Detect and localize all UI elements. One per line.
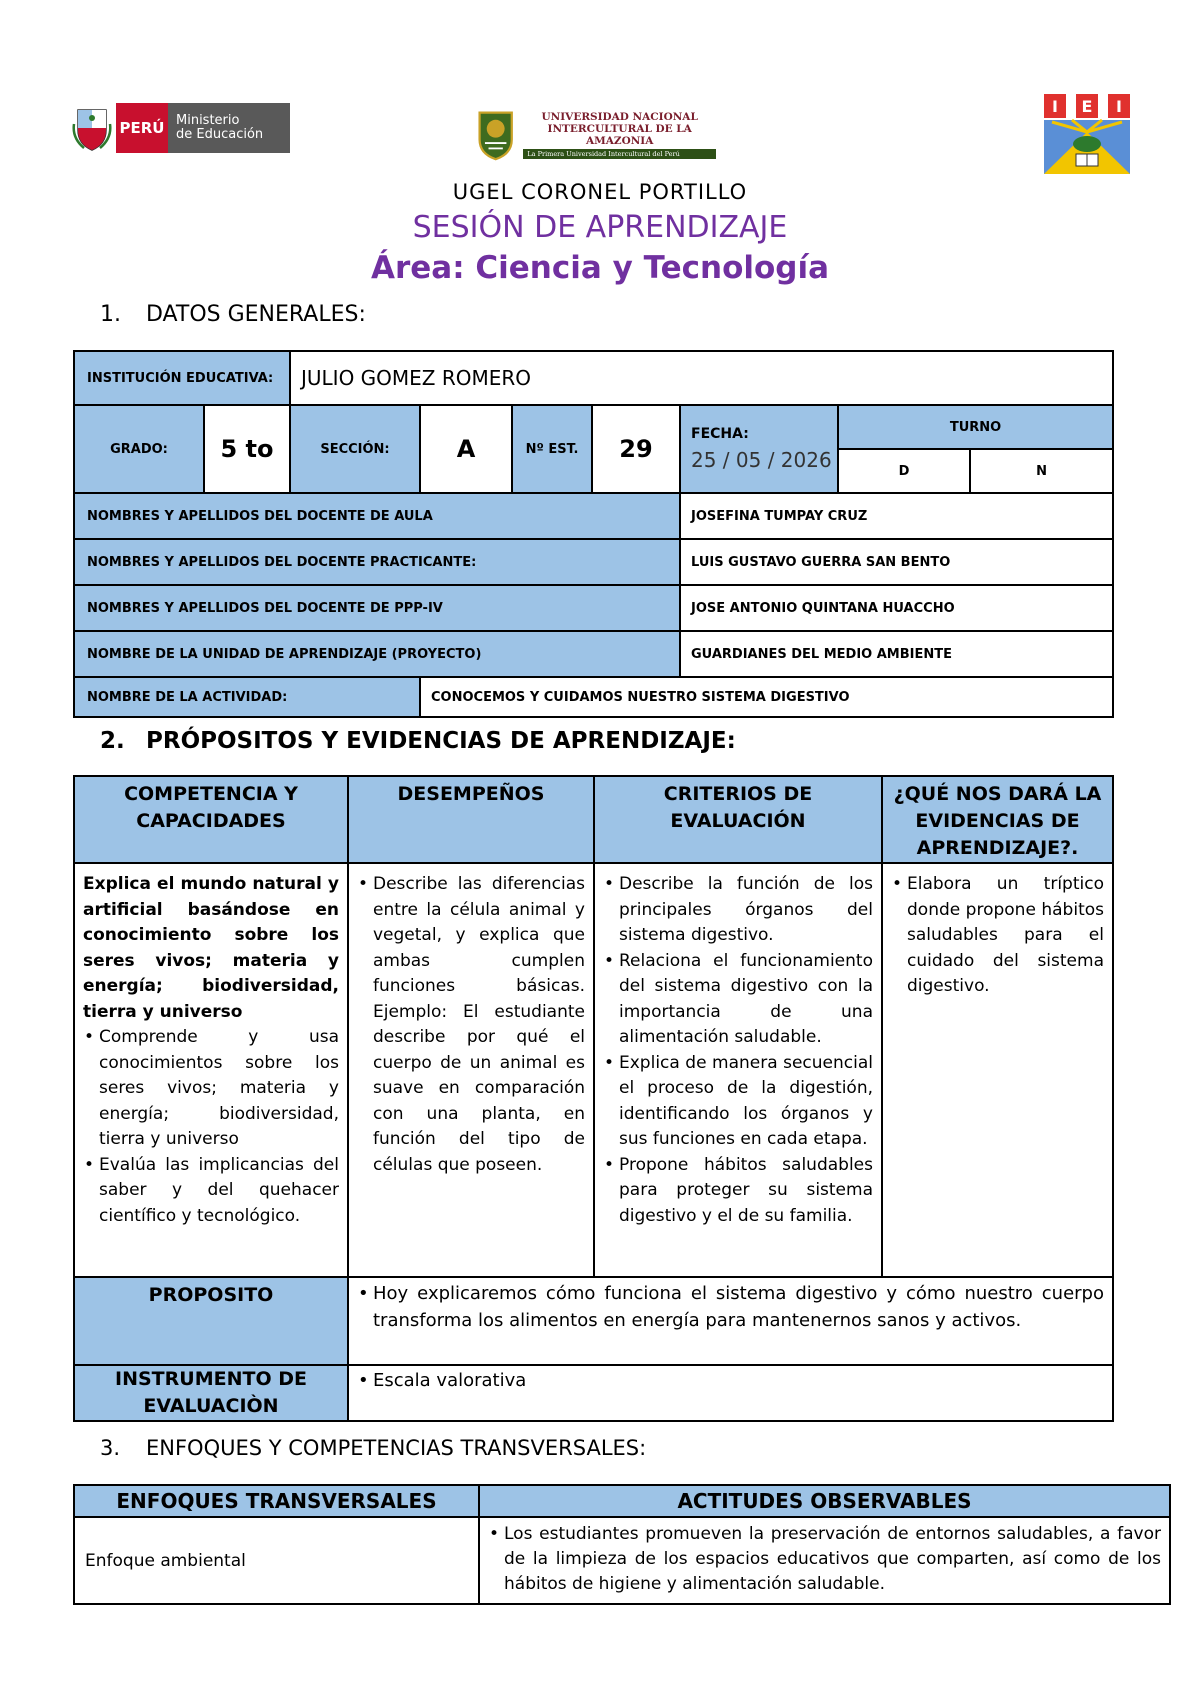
iei-logo [1042, 92, 1132, 176]
header-actitudes: ACTITUDES OBSERVABLES [479, 1485, 1170, 1517]
proposito-label: PROPOSITO [74, 1277, 348, 1365]
iei-letter-3: I [1116, 97, 1122, 116]
enfoque-value: Enfoque ambiental [74, 1517, 479, 1604]
area-title: Área: Ciencia y Tecnología [370, 250, 830, 286]
header-desempenos: DESEMPEÑOS [348, 776, 594, 863]
ugel-heading: UGEL CORONEL PORTILLO [452, 180, 748, 204]
propositos-table [73, 775, 1114, 1422]
fecha-cell [680, 405, 838, 493]
peru-coat-of-arms-icon [72, 104, 112, 152]
docente-practicante-label: NOMBRES Y APELLIDOS DEL DOCENTE PRACTICANTE: [74, 539, 680, 585]
turno-label: TURNO [838, 405, 1113, 449]
evidencia-cell [882, 863, 1113, 1277]
unia-shield-icon [476, 106, 515, 164]
instrumento-label: INSTRUMENTO DE EVALUACIÒN [74, 1365, 348, 1421]
header-enfoques: ENFOQUES TRANSVERSALES [74, 1485, 479, 1517]
criterio-item: • Relaciona el funcionamiento del sistema digestivo con la importancia de una alimentación saludable. [603, 949, 873, 1051]
institucion-label: INSTITUCIÓN EDUCATIVA: [74, 351, 290, 405]
unidad-value: GUARDIANES DEL MEDIO AMBIENTE [680, 631, 1113, 677]
docente-aula-value: JOSEFINA TUMPAY CRUZ [680, 493, 1113, 539]
section2-heading: 2. PRÓPOSITOS Y EVIDENCIAS DE APRENDIZAJE: [100, 728, 736, 754]
criterio-item: • Propone hábitos saludables para proteger su sistema digestivo y el de su familia. [603, 1153, 873, 1230]
actividad-label: NOMBRE DE LA ACTIVIDAD: [74, 677, 420, 717]
header-criterios: CRITERIOS DE EVALUACIÓN [594, 776, 882, 863]
fecha-value: 25 / 05 / 2026 [691, 448, 832, 472]
grado-label: GRADO: [74, 405, 204, 493]
iei-letter-2: E [1081, 97, 1093, 116]
seccion-label: SECCIÓN: [290, 405, 420, 493]
institucion-value: JULIO GOMEZ ROMERO [290, 351, 1113, 405]
header-evidencia: ¿QUÉ NOS DARÁ LA EVIDENCIAS DE APRENDIZAJE?. [882, 776, 1113, 863]
instrumento-value: • Escala valorativa [357, 1368, 1104, 1394]
competencia-cell [74, 863, 348, 1277]
proposito-cell [348, 1277, 1113, 1365]
section1-heading: 1. DATOS GENERALES: [100, 302, 366, 327]
seccion-value: A [420, 405, 512, 493]
iei-emblem-icon [1042, 92, 1132, 176]
unia-name-line1: UNIVERSIDAD NACIONAL [541, 111, 698, 123]
desempeno-item: • Describe las diferencias entre la célula animal y vegetal, y explica que ambas cumplen funciones básicas. Ejemplo: El estudiante describe por qué el cuerpo de un animal es suave en comparación con una planta, en función del tipo de células que poseen. [357, 872, 585, 1178]
fecha-label: FECHA: [691, 426, 749, 442]
session-title: SESIÓN DE APRENDIZAJE [412, 210, 788, 245]
iei-letter-1: I [1052, 97, 1058, 116]
datos-generales-table [73, 350, 1114, 718]
criterios-cell [594, 863, 882, 1277]
docente-aula-label: NOMBRES Y APELLIDOS DEL DOCENTE DE AULA [74, 493, 680, 539]
unia-logo [476, 104, 716, 166]
header-competencia: COMPETENCIA Y CAPACIDADES [74, 776, 348, 863]
turno-d: D [838, 449, 970, 493]
actividad-value: CONOCEMOS Y CUIDAMOS NUESTRO SISTEMA DIGESTIVO [420, 677, 1113, 717]
docente-ppp-value: JOSE ANTONIO QUINTANA HUACCHO [680, 585, 1113, 631]
nest-value: 29 [592, 405, 680, 493]
nest-label: Nº EST. [512, 405, 592, 493]
capacidad-item: • Comprende y usa conocimientos sobre los seres vivos; materia y energía; biodiversidad, tierra y universo [83, 1025, 339, 1153]
section3-heading: 3. ENFOQUES Y COMPETENCIAS TRANSVERSALES: [100, 1436, 647, 1460]
proposito-value: • Hoy explicaremos cómo funciona el sistema digestivo y cómo nuestro cuerpo transforma los alimentos en energía para mantenernos sanos y activos. [357, 1280, 1104, 1334]
unia-name-line2: INTERCULTURAL DE LA AMAZONIA [547, 123, 692, 147]
capacidad-item: • Evalúa las implicancias del saber y del quehacer científico y tecnológico. [83, 1153, 339, 1230]
instrumento-cell [348, 1365, 1113, 1421]
turno-n: N [970, 449, 1113, 493]
evidencia-item: • Elabora un tríptico donde propone hábitos saludables para el cuidado del sistema digestivo. [891, 872, 1104, 1000]
unia-tagline: La Primera Universidad Intercultural del Perú [523, 149, 716, 159]
criterio-item: • Describe la función de los principales órganos del sistema digestivo. [603, 872, 873, 949]
unidad-label: NOMBRE DE LA UNIDAD DE APRENDIZAJE (PROYECTO) [74, 631, 680, 677]
docente-practicante-value: LUIS GUSTAVO GUERRA SAN BENTO [680, 539, 1113, 585]
desempenos-cell [348, 863, 594, 1277]
peru-label: PERÚ [116, 103, 168, 153]
enfoques-table [73, 1484, 1171, 1605]
actitud-cell [479, 1517, 1170, 1604]
criterio-item: • Explica de manera secuencial el proceso de la digestión, identificando los órganos y sus funciones en cada etapa. [603, 1051, 873, 1153]
minedu-logo [72, 100, 300, 156]
docente-ppp-label: NOMBRES Y APELLIDOS DEL DOCENTE DE PPP-IV [74, 585, 680, 631]
ministerio-label: Ministerio de Educación [168, 103, 290, 153]
grado-value: 5 to [204, 405, 290, 493]
competencia-title: Explica el mundo natural y artificial basándose en conocimiento sobre los seres vivos; materia y energía; biodiversidad, tierra y universo [83, 874, 339, 1022]
actitud-value: • Los estudiantes promueven la preservación de entornos saludables, a favor de la limpieza de los espacios educativos que comparten, así como de los hábitos de higiene y alimentación saludable. [488, 1522, 1161, 1597]
